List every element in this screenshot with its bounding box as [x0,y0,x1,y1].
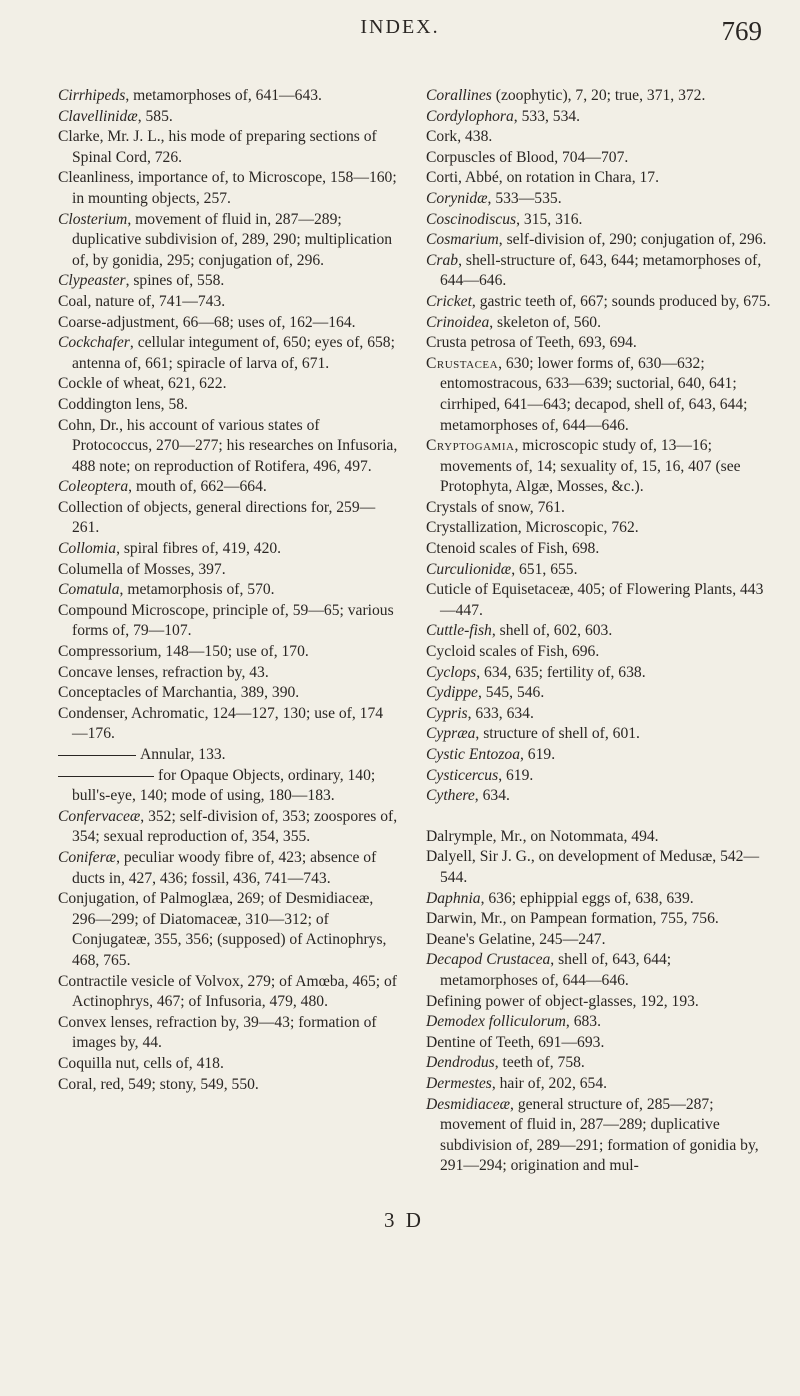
entry-term: Cryptogamia [426,437,515,455]
left-column [58,86,398,1095]
index-entry [58,1054,398,1075]
index-entry [426,333,771,354]
entry-text: , cellular integument of, 650; eyes of, 658; antenna of, 661; spiracle of larva of, 671. [72,334,395,372]
index-entry [58,642,398,663]
entry-text: Coral, red, 549; stony, 549, 550. [58,1075,259,1093]
index-entry [426,847,771,888]
entry-text: , 683. [565,1013,601,1031]
index-entry [426,683,771,704]
ditto-rule [58,776,154,777]
entry-text: , 651, 655. [511,560,578,578]
index-entry [58,107,398,128]
entry-text: , movement of fluid in, 287—289; duplicative subdivision of, 289, 290; multiplication of, by gonidia, 295; conjugation of, 296. [72,210,393,269]
entry-term: Cricket [426,292,472,310]
entry-term: Cordylophora [426,107,514,125]
entry-text: , 633, 634. [467,704,534,722]
entry-text: Cohn, Dr., his account of various states of Protococcus, 270—277; his researches on Infusoria, 488 note; on reproduction of Rotifera, 496, 497. [58,416,398,475]
index-entry [58,210,398,272]
entry-term: Dendrodus [426,1054,495,1072]
entry-term: Crinoidea [426,313,490,331]
entry-term: Cydippe [426,684,478,702]
entry-text: Cleanliness, importance of, to Microscope, 158—160; in mounting objects, 257. [58,169,397,207]
index-entry [426,580,771,621]
entry-text: Coal, nature of, 741—743. [58,292,226,310]
index-entry [426,107,771,128]
entry-text: Dentine of Teeth, 691—693. [426,1033,605,1051]
entry-text: , 315, 316. [516,210,583,228]
index-entry [426,148,771,169]
index-entry [426,498,771,519]
index-entry [58,1013,398,1054]
index-entry [426,889,771,910]
entry-text: Condenser, Achromatic, 124—127, 130; use of, 174—176. [58,704,384,743]
entry-text: , 634, 635; fertility of, 638. [476,663,646,681]
entry-term: Cysticercus [426,766,499,784]
right-column [426,86,771,1177]
entry-term: Cyclops [426,663,477,681]
entry-text: Ctenoid scales of Fish, 698. [426,540,600,558]
index-entry [58,539,398,560]
entry-text: , gastric teeth of, 667; sounds produced by, 675. [471,292,771,310]
entry-text: , metamorphoses of, 641—643. [125,87,322,104]
entry-text: Corti, Abbé, on rotation in Chara, 17. [426,169,660,187]
index-entry [426,930,771,951]
entry-text: , 619. [498,766,534,784]
index-entry [58,807,398,848]
entry-text: Cuticle of Equisetaceæ, 405; of Flowering Plants, 443—447. [426,581,764,619]
entry-term: Cypræa [426,725,476,743]
index-entry [426,560,771,581]
running-head-title: INDEX. [360,16,440,38]
index-entry [426,354,771,436]
entry-term: Cypris [426,704,468,722]
entry-text: , shell of, 602, 603. [491,622,613,640]
index-entry [58,313,398,334]
index-entry [426,724,771,745]
index-entry [426,704,771,725]
entry-term: Cosmarium [426,231,499,249]
index-entry [58,292,398,313]
entry-text: , 619. [520,746,556,763]
entry-term: Corallines [426,87,492,104]
entry-text: , 533—535. [487,189,562,207]
index-entry [426,663,771,684]
entry-term: Clavellinidæ [58,107,138,125]
entry-text: , 636; ephippial eggs of, 638, 639. [480,889,694,907]
index-entry [58,168,398,209]
index-entry [58,333,398,374]
index-entry [58,271,398,292]
index-entry [58,745,398,766]
entry-text: , hair of, 202, 654. [491,1074,608,1092]
entry-term: Cythere [426,787,475,805]
index-entry [426,210,771,231]
index-entry [426,1012,771,1033]
entry-text: , shell of, 643, 644; metamorphoses of, 644—646. [440,951,672,989]
index-entry [58,704,398,745]
entry-term: Coniferæ [58,848,117,866]
entry-text: Conjugation, of Palmoglæa, 269; of Desmidiaceæ, 296—299; of Diatomaceæ, 310—312; of Conjugateæ, 355, 356; (supposed) of Actinophrys, 468, 765. [58,890,387,969]
entry-text: Deane's Gelatine, 245—247. [426,930,606,948]
entry-text: Compressorium, 148—150; use of, 170. [58,643,309,661]
entry-term: Cystic Entozoa [426,746,520,763]
entry-text: Contractile vesicle of Volvox, 279; of Amœba, 465; of Actinophrys, 467; of Infusoria, 479, 480. [58,972,397,1011]
running-head [0,16,800,56]
entry-text: Cockle of wheat, 621, 622. [58,375,227,393]
entry-term: Crustacea [426,354,499,372]
index-entry [426,86,771,107]
entry-term: Decapod Crustacea [426,951,551,969]
entry-text: Clarke, Mr. J. L., his mode of preparing sections of Spinal Cord, 726. [58,128,377,166]
entry-text: Coddington lens, 58. [58,395,188,413]
entry-term: Confervaceæ [58,807,141,825]
entry-text: Coquilla nut, cells of, 418. [58,1054,224,1072]
entry-term: Cockchafer [58,334,130,352]
index-entry [426,230,771,251]
index-entry [426,539,771,560]
entry-term: Clypeaster [58,272,126,290]
index-entry [58,683,398,704]
entry-text: , spines of, 558. [125,272,225,290]
ditto-rule [58,755,136,756]
index-entry [58,601,398,642]
page-number: 769 [721,16,762,46]
entry-text: , self-division of, 290; conjugation of, 296. [498,231,767,249]
index-entry [426,621,771,642]
entry-term: Curculionidæ [426,560,512,578]
entry-text: , 634. [474,787,510,805]
index-entry [58,848,398,889]
index-entry [58,1075,398,1096]
index-entry [426,1033,771,1054]
entry-text: Crusta petrosa of Teeth, 693, 694. [426,334,637,352]
entry-text: , shell-structure of, 643, 644; metamorphoses of, 644—646. [440,251,762,290]
entry-text: Darwin, Mr., on Pampean formation, 755, 756. [426,910,719,928]
index-entry [58,889,398,971]
index-entry [58,663,398,684]
entry-text: , general structure of, 285—287; movement of fluid in, 287—289; duplicative subdivision of, 289—291; formation of gonidia by, 291—294; origination and mul- [440,1095,759,1175]
entry-term: Coscinodiscus [426,210,517,228]
entry-text: Convex lenses, refraction by, 39—43; formation of images by, 44. [58,1013,377,1052]
entry-term: Crab [426,251,459,269]
index-entry [426,127,771,148]
entry-text: Crystals of snow, 761. [426,498,565,516]
index-entry [58,766,398,807]
entry-term: Collomia [58,540,117,558]
index-entry [58,498,398,539]
entry-term: Demodex folliculorum [426,1013,566,1031]
entry-text: , peculiar woody fibre of, 423; absence of ducts in, 427, 436; fossil, 436, 741—743. [72,848,377,887]
index-entry [426,313,771,334]
index-entry [58,560,398,581]
entry-text: , skeleton of, 560. [489,313,601,331]
entry-text: Dalyell, Sir J. G., on development of Medusæ, 542—544. [426,848,760,886]
entry-text: Crystallization, Microscopic, 762. [426,519,639,537]
index-entry [426,1074,771,1095]
index-entry [426,950,771,991]
index-entry [426,436,771,498]
entry-term: Comatula [58,581,120,599]
entry-text: , spiral fibres of, 419, 420. [116,540,282,558]
entry-text: Annular, 133. [140,746,226,763]
entry-text: , structure of shell of, 601. [475,725,640,743]
index-entry [58,395,398,416]
entry-text: , metamorphosis of, 570. [119,581,275,599]
entry-text: Cycloid scales of Fish, 696. [426,643,600,661]
entry-text: Coarse-adjustment, 66—68; uses of, 162—164. [58,313,356,331]
entry-text: Concave lenses, refraction by, 43. [58,663,269,681]
index-entry [58,86,398,107]
entry-text: Corpuscles of Blood, 704—707. [426,148,629,166]
entry-text: Compound Microscope, principle of, 59—65; various forms of, 79—107. [58,601,394,640]
entry-text: , teeth of, 758. [494,1054,585,1072]
entry-term: Cirrhipeds [58,87,126,104]
entry-text: , microscopic study of, 13—16; movements of, 14; sexuality of, 15, 16, 407 (see Protophyta, Algæ, Mosses, &c.). [440,437,741,496]
entry-term: Cuttle-fish [426,622,492,640]
entry-text: , mouth of, 662—664. [128,478,267,496]
entry-text: for Opaque Objects, ordinary, 140; bull's-eye, 140; mode of using, 180—183. [72,766,376,805]
index-entry [426,745,771,766]
index-entry [426,766,771,787]
entry-text: Cork, 438. [426,128,493,146]
entry-text: , 585. [137,107,173,125]
entry-text: Collection of objects, general directions for, 259—261. [58,498,376,537]
entry-text: Conceptacles of Marchantia, 389, 390. [58,684,300,702]
index-entry [426,1053,771,1074]
entry-text: Defining power of object-glasses, 192, 193. [426,992,699,1010]
entry-text: Dalrymple, Mr., on Notommata, 494. [426,827,659,845]
index-entry [58,972,398,1013]
index-entry [426,827,771,848]
index-entry [426,518,771,539]
index-entry [58,580,398,601]
index-entry [58,416,398,478]
entry-text: (zoophytic), 7, 20; true, 371, 372. [491,87,706,104]
index-entry [426,189,771,210]
entry-text: Columella of Mosses, 397. [58,560,226,578]
entry-text: , 533, 534. [513,107,581,125]
entry-text: , 352; self-division of, 353; zoospores of, 354; sexual reproduction of, 354, 355. [72,807,398,846]
entry-text: , 630; lower forms of, 630—632; entomostracous, 633—639; suctorial, 640, 641; cirrhiped, 641—643; decapod, shell of, 643, 644; metamorphoses of, 644—646. [440,354,748,434]
entry-term: Daphnia [426,889,481,907]
index-entry [426,642,771,663]
index-entry [58,374,398,395]
entry-term: Dermestes [426,1074,492,1092]
index-entry [426,292,771,313]
signature-mark: 3 D [384,1208,424,1232]
index-entry [426,168,771,189]
index-entry [58,477,398,498]
entry-term: Closterium [58,210,128,228]
section-gap [426,807,771,827]
index-entry [426,251,771,292]
index-entry [426,786,771,807]
index-entry [426,992,771,1013]
entry-term: Corynidæ [426,189,488,207]
index-entry [426,1095,771,1177]
index-entry [58,127,398,168]
entry-text: , 545, 546. [477,684,545,702]
entry-term: Coleoptera [58,478,129,496]
entry-term: Desmidiaceæ [426,1095,511,1113]
index-entry [426,909,771,930]
